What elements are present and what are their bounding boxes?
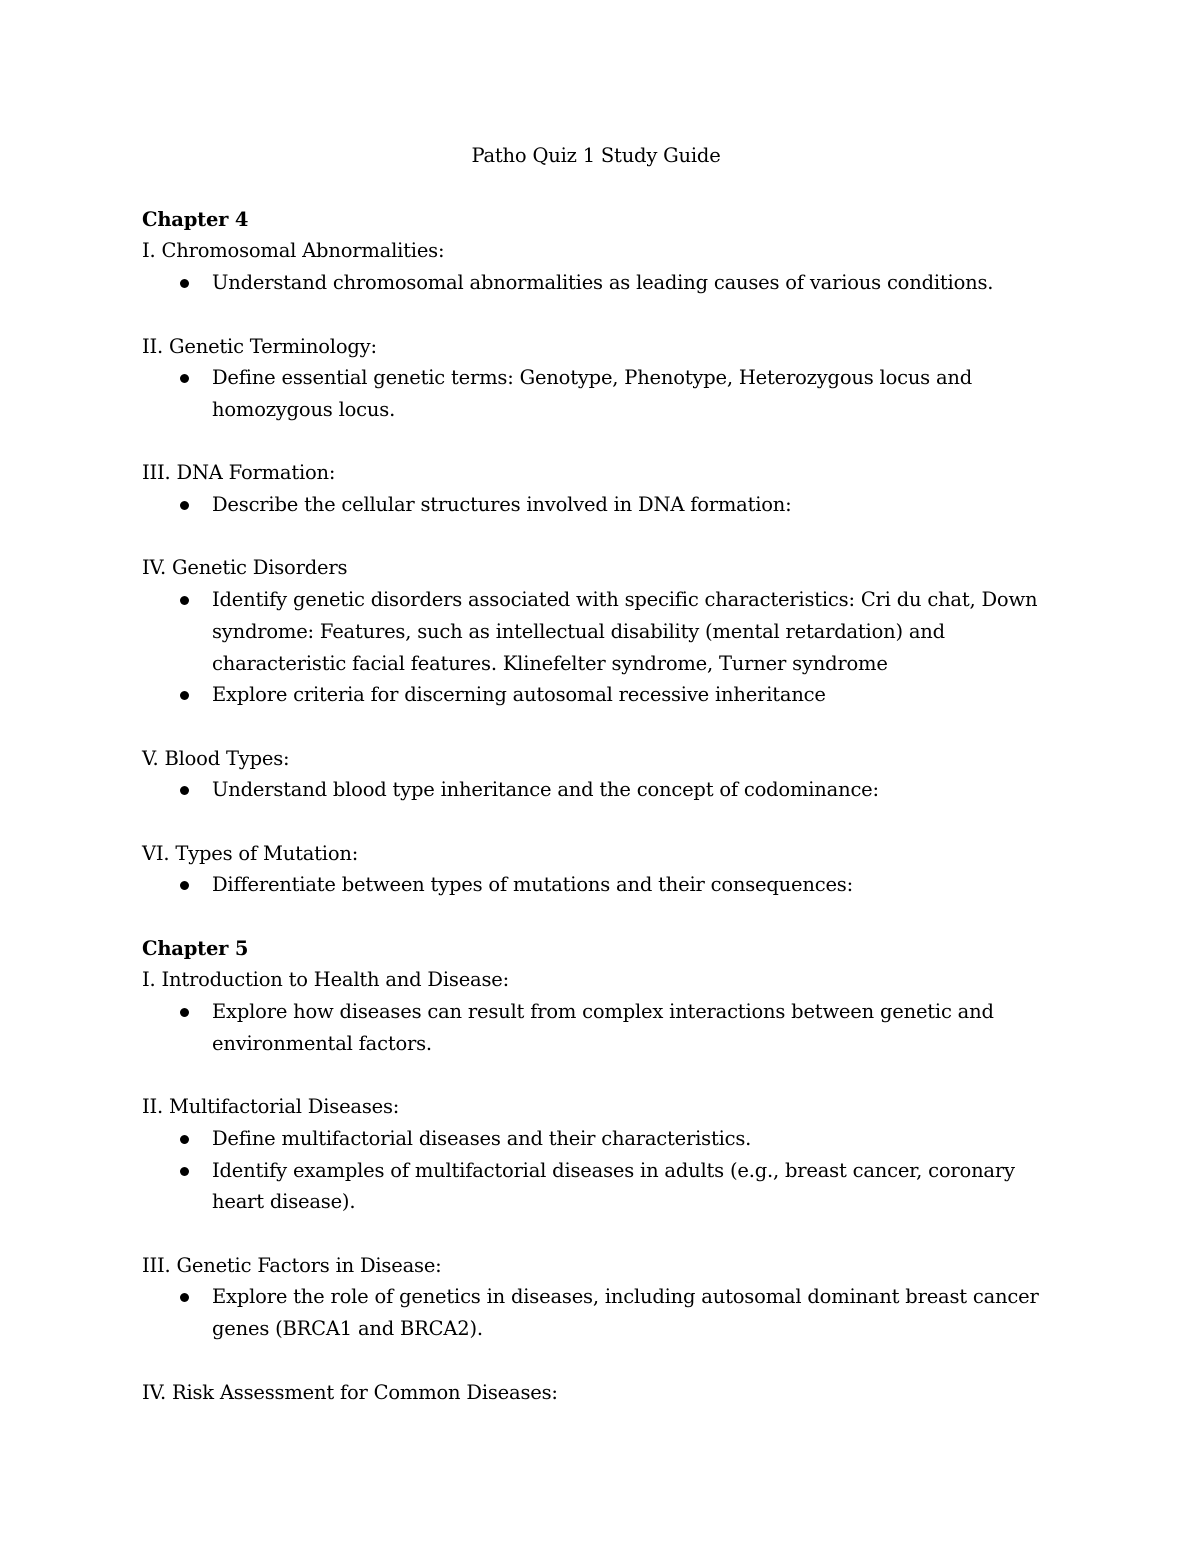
bullet-item: Understand blood type inheritance and the concept of codominance: bbox=[142, 774, 1072, 806]
bullet-list bbox=[142, 996, 1072, 1059]
section bbox=[142, 235, 1072, 298]
section-title: IV. Genetic Disorders bbox=[142, 556, 348, 580]
bullet-item: Explore how diseases can result from complex interactions between genetic and environmental factors. bbox=[142, 996, 1072, 1059]
section-title: III. Genetic Factors in Disease: bbox=[142, 1253, 442, 1277]
chapter-heading: Chapter 4 bbox=[142, 207, 249, 231]
section-title: I. Chromosomal Abnormalities: bbox=[142, 239, 445, 263]
section bbox=[142, 552, 1072, 711]
bullet-item: Define multifactorial diseases and their characteristics. bbox=[142, 1123, 1072, 1155]
bullet-item: Explore the role of genetics in diseases, including autosomal dominant breast cancer genes (BRCA1 and BRCA2). bbox=[142, 1281, 1072, 1344]
chapter-block bbox=[142, 204, 1072, 901]
section-title: VI. Types of Mutation: bbox=[142, 841, 359, 865]
section bbox=[142, 1377, 1072, 1409]
bullet-list bbox=[142, 1281, 1072, 1344]
bullet-list bbox=[142, 489, 1072, 521]
bullet-item: Understand chromosomal abnormalities as leading causes of various conditions. bbox=[142, 267, 1072, 299]
bullet-list bbox=[142, 774, 1072, 806]
section bbox=[142, 838, 1072, 901]
bullet-item: Describe the cellular structures involved in DNA formation: bbox=[142, 489, 1072, 521]
bullet-list bbox=[142, 362, 1072, 425]
chapter-block bbox=[142, 933, 1072, 1409]
section bbox=[142, 1250, 1072, 1345]
bullet-list bbox=[142, 1123, 1072, 1218]
bullet-item: Differentiate between types of mutations and their consequences: bbox=[142, 869, 1072, 901]
bullet-list bbox=[142, 584, 1072, 711]
section-title: II. Multifactorial Diseases: bbox=[142, 1095, 400, 1119]
section-title: V. Blood Types: bbox=[142, 746, 290, 770]
section bbox=[142, 457, 1072, 520]
bullet-item: Identify genetic disorders associated with specific characteristics: Cri du chat, Down syndrome: Features, such as intellectual disability (mental retardation) and characteristic facial features. Klinefelter syndrome, Turner syndrome bbox=[142, 584, 1072, 679]
bullet-list bbox=[142, 267, 1072, 299]
section bbox=[142, 964, 1072, 1059]
section-title: IV. Risk Assessment for Common Diseases: bbox=[142, 1380, 558, 1404]
chapter-heading: Chapter 5 bbox=[142, 936, 249, 960]
section-title: III. DNA Formation: bbox=[142, 461, 336, 485]
section bbox=[142, 1091, 1072, 1218]
section-title: II. Genetic Terminology: bbox=[142, 334, 377, 358]
bullet-item: Identify examples of multifactorial diseases in adults (e.g., breast cancer, coronary heart disease). bbox=[142, 1155, 1072, 1218]
section bbox=[142, 331, 1072, 426]
document-body bbox=[142, 140, 1072, 1440]
section bbox=[142, 743, 1072, 806]
section-title: I. Introduction to Health and Disease: bbox=[142, 968, 509, 992]
bullet-item: Define essential genetic terms: Genotype, Phenotype, Heterozygous locus and homozygous locus. bbox=[142, 362, 1072, 425]
bullet-item: Explore criteria for discerning autosomal recessive inheritance bbox=[142, 679, 1072, 711]
bullet-list bbox=[142, 869, 1072, 901]
chapters-container bbox=[142, 204, 1072, 1409]
page-title: Patho Quiz 1 Study Guide bbox=[471, 144, 721, 167]
